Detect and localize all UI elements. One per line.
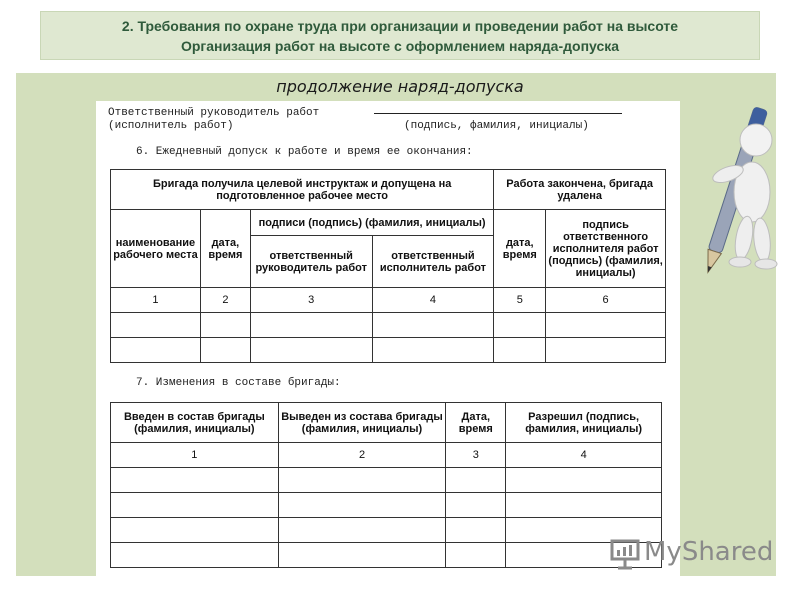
header-work-finished: Работа закончена, бригада удалена bbox=[494, 170, 666, 210]
brigade-changes-table bbox=[110, 402, 662, 568]
header-responsible-manager: ответственный руководитель работ bbox=[250, 236, 372, 288]
table-row bbox=[111, 493, 662, 518]
signature-hint: (подпись, фамилия, инициалы) bbox=[404, 120, 589, 132]
column-number: 6 bbox=[546, 288, 666, 313]
table-row bbox=[111, 518, 662, 543]
column-number: 1 bbox=[111, 443, 279, 468]
responsible-manager-label: Ответственный руководитель работ bbox=[108, 107, 320, 119]
header-brigade-admitted: Бригада получила целевой инструктаж и допущена на подготовленное рабочее место bbox=[111, 170, 494, 210]
section-7-title: 7. Изменения в составе бригады: bbox=[136, 377, 341, 389]
header-signatures: подписи (подпись) (фамилия, инициалы) bbox=[250, 210, 493, 236]
header-line-2: Организация работ на высоте с оформлением наряда-допуска bbox=[180, 38, 620, 54]
column-number: 2 bbox=[278, 443, 446, 468]
column-number: 5 bbox=[494, 288, 546, 313]
presentation-board-icon bbox=[608, 537, 642, 571]
document-page bbox=[96, 101, 680, 577]
table-row bbox=[111, 468, 662, 493]
header-date-time: Дата, время bbox=[446, 403, 506, 443]
header-date-time-2: дата, время bbox=[494, 210, 546, 288]
column-number: 3 bbox=[250, 288, 372, 313]
table-row bbox=[111, 443, 662, 468]
slide-header bbox=[40, 11, 760, 60]
table-row bbox=[111, 338, 666, 363]
column-number: 4 bbox=[506, 443, 662, 468]
header-permitted-by: Разрешил (подпись, фамилия, инициалы) bbox=[506, 403, 662, 443]
executor-label: (исполнитель работ) bbox=[108, 120, 234, 132]
table-row bbox=[111, 288, 666, 313]
column-number: 1 bbox=[111, 288, 201, 313]
table-row bbox=[111, 313, 666, 338]
header-executor-signature: подпись ответственного исполнителя работ (подпись) (фамилия, инициалы) bbox=[546, 210, 666, 288]
signature-line bbox=[374, 113, 622, 114]
header-line-1: 2. Требования по охране труда при организации и проведении работ на высоте bbox=[121, 18, 679, 34]
section-6-title: 6. Ежедневный допуск к работе и время ее окончания: bbox=[136, 146, 473, 158]
header-workplace-name: наименование рабочего места bbox=[111, 210, 201, 288]
header-removed-from-brigade: Выведен из состава бригады (фамилия, инициалы) bbox=[278, 403, 446, 443]
watermark-text: MyShared bbox=[644, 537, 774, 567]
myshared-watermark bbox=[606, 535, 776, 575]
daily-admission-table bbox=[110, 169, 666, 363]
header-date-time-1: дата, время bbox=[200, 210, 250, 288]
header-added-to-brigade: Введен в состав бригады (фамилия, инициалы) bbox=[111, 403, 279, 443]
column-number: 3 bbox=[446, 443, 506, 468]
column-number: 2 bbox=[200, 288, 250, 313]
header-responsible-executor: ответственный исполнитель работ bbox=[372, 236, 494, 288]
slide-caption: продолжение наряд-допуска bbox=[276, 77, 524, 96]
table-row bbox=[111, 543, 662, 568]
column-number: 4 bbox=[372, 288, 494, 313]
3d-man-with-pen-icon bbox=[692, 100, 782, 290]
